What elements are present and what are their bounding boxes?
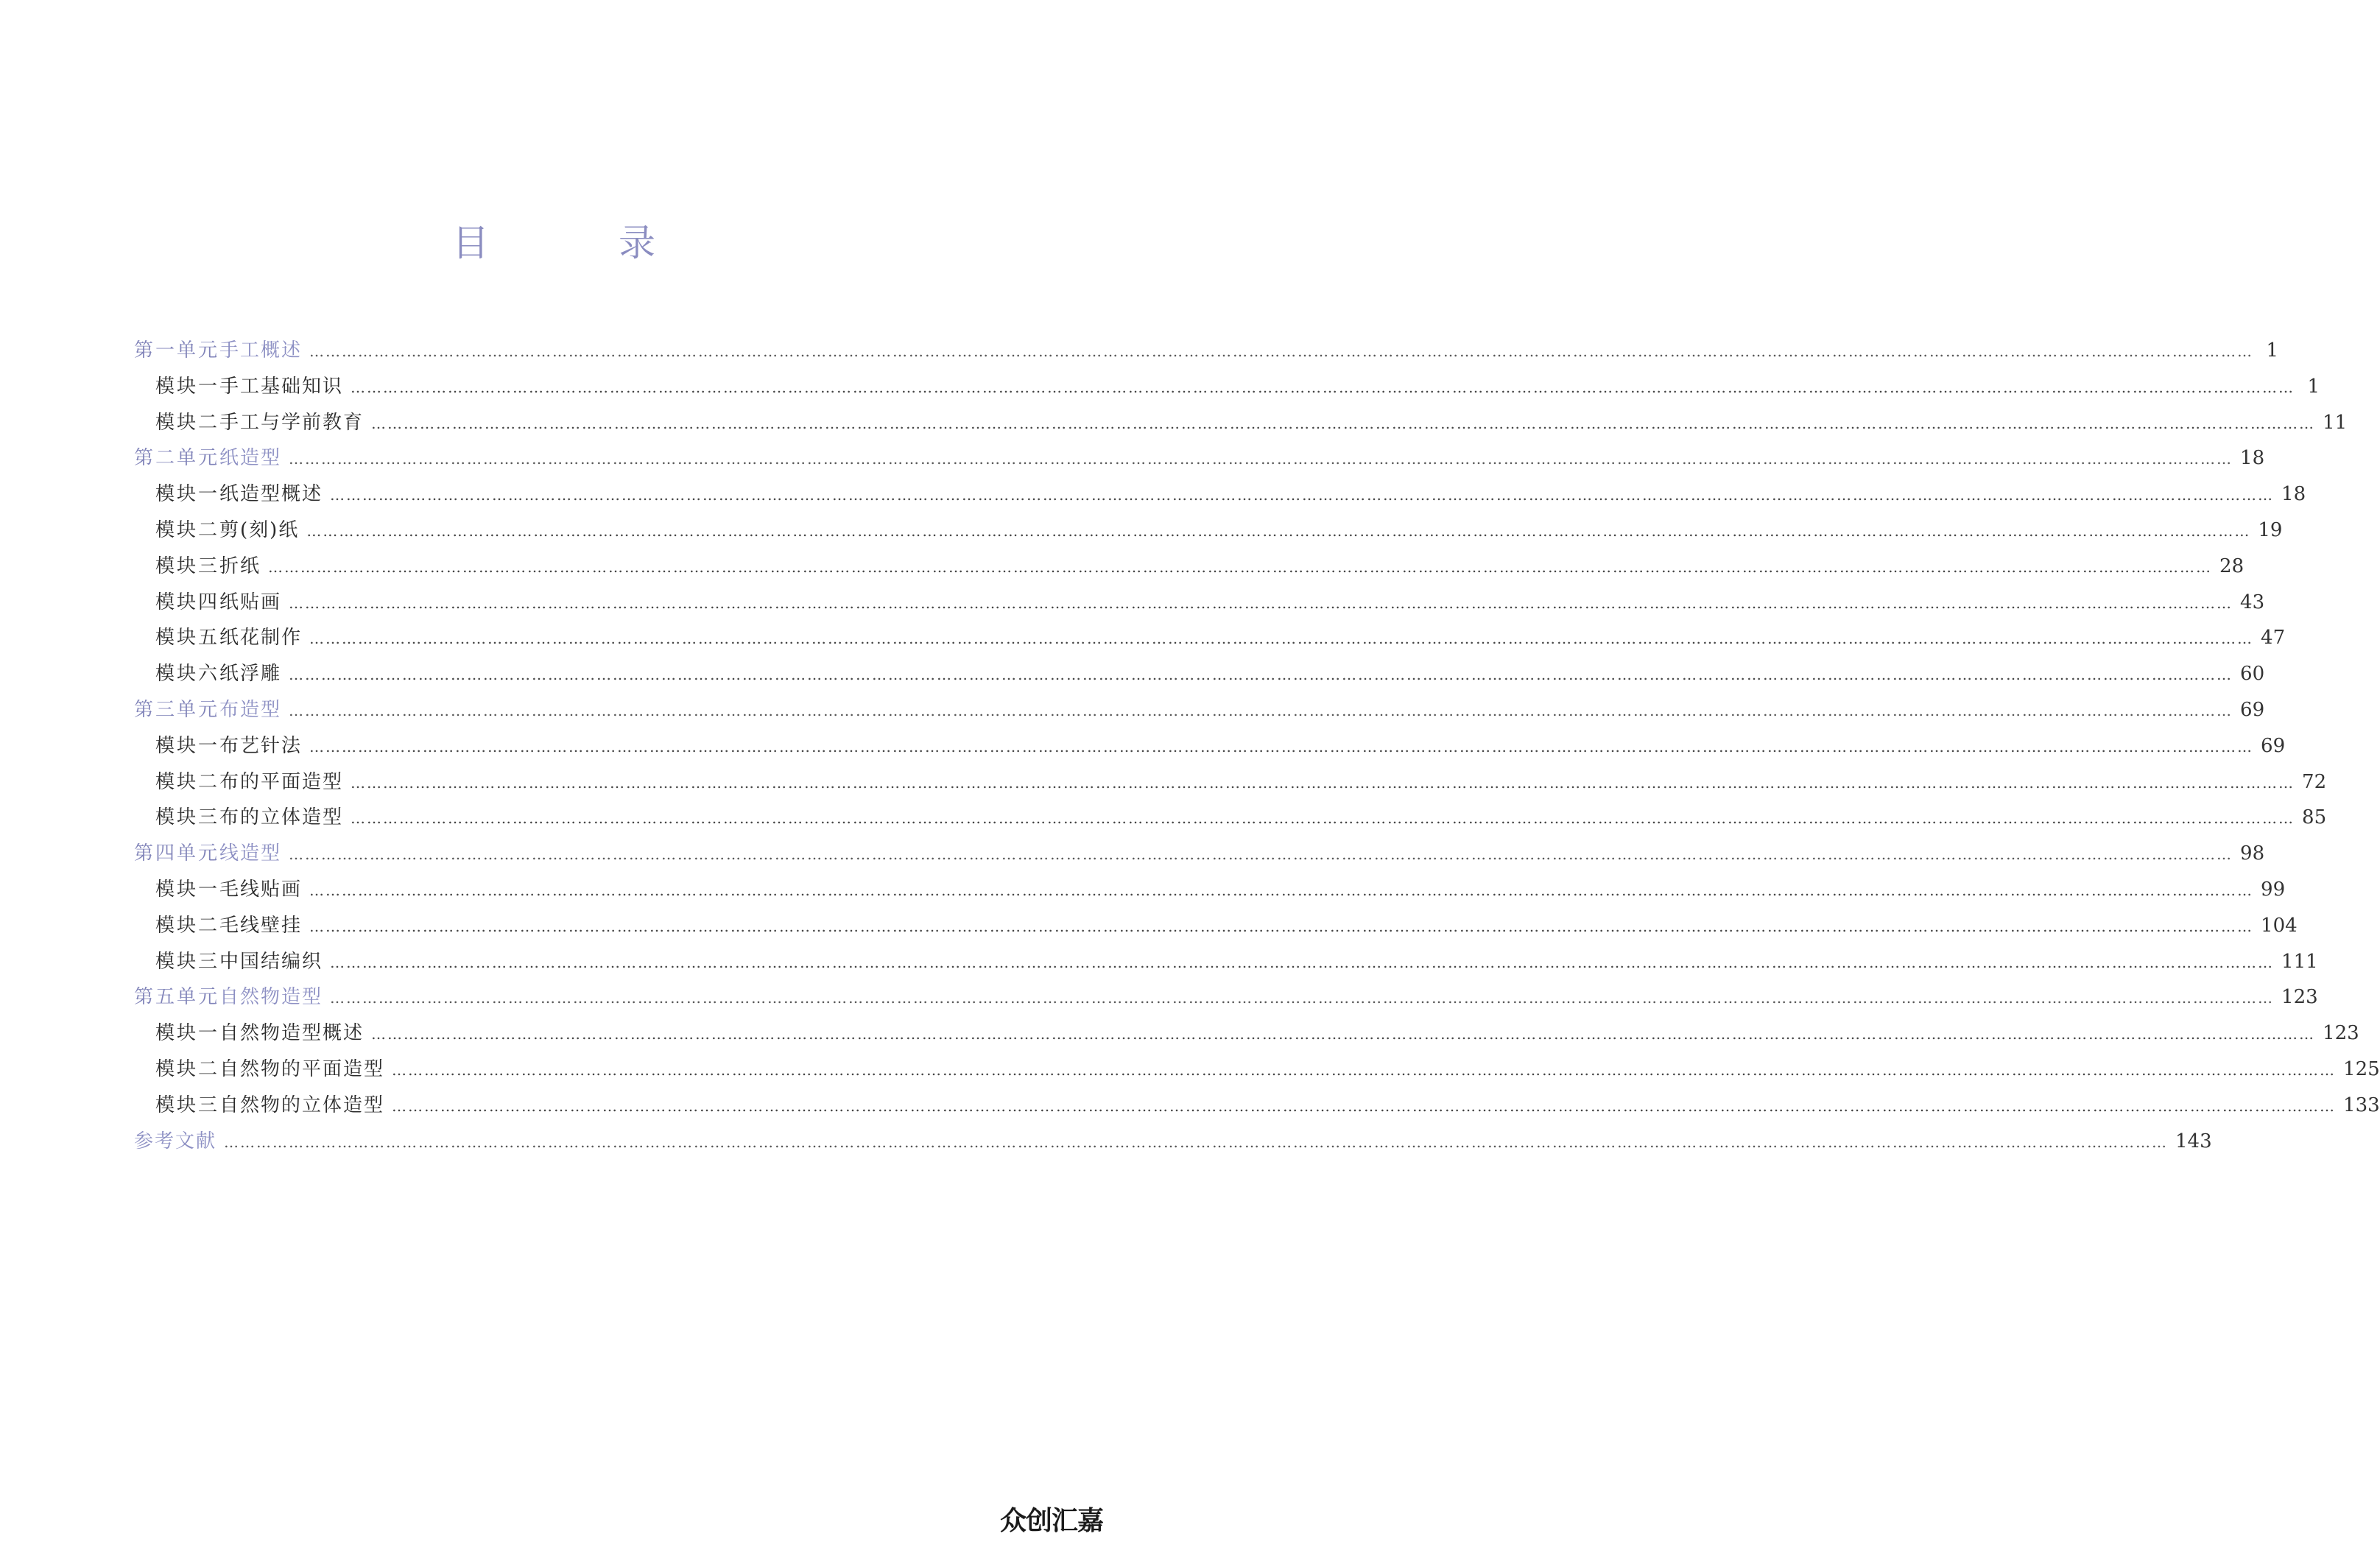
toc-entry-title: 自然物造型: [219, 986, 323, 1009]
toc-page-number: 11: [2323, 411, 2348, 434]
toc-entry-title: 自然物的平面造型: [219, 1057, 385, 1080]
toc-entry-label: 模块二: [155, 770, 220, 793]
toc-entry-title: 布造型: [219, 698, 282, 721]
toc-module-entry[interactable]: [134, 802, 2327, 838]
toc-module-entry[interactable]: [134, 874, 2286, 910]
toc-module-entry[interactable]: [134, 1090, 2380, 1126]
toc-entry-label: 模块一: [155, 375, 220, 398]
toc-unit-entry[interactable]: [134, 335, 2279, 371]
toc-entry-label: 模块二: [155, 1057, 220, 1080]
toc-leader-dots: ………………………………………………………………………………………………………………………………………………………………………………………………………………………………………………………………………………………………………………………………: [351, 809, 2295, 828]
toc-module-entry[interactable]: [134, 622, 2286, 658]
toc-entry-label: 第五单元: [134, 986, 220, 1009]
toc-entry-label: 第二单元: [134, 447, 220, 470]
toc-entry-title: 布艺针法: [219, 734, 303, 757]
toc-module-entry[interactable]: [134, 767, 2327, 803]
toc-page-number: 69: [2240, 698, 2265, 721]
toc-page-number: 28: [2219, 555, 2245, 577]
page-title: 目 录: [452, 222, 714, 264]
toc-leader-dots: ………………………………………………………………………………………………………………………………………………………………………………………………………………………………………………………………………………………………………………………………: [289, 845, 2233, 864]
toc-entry-label: 第三单元: [134, 698, 220, 721]
toc-page-number: 98: [2240, 842, 2265, 865]
watermark-logo: 众创汇嘉: [999, 1506, 1103, 1536]
toc-page-number: 123: [2281, 986, 2318, 1009]
toc-entry-label: 模块三: [155, 806, 220, 829]
toc-entry-title: 手工基础知识: [219, 375, 344, 398]
toc-leader-dots: ………………………………………………………………………………………………………………………………………………………………………………………………………………………………………………………………………………………………………………………………: [351, 773, 2295, 792]
toc-leader-dots: ………………………………………………………………………………………………………………………………………………………………………………………………………………………………………………………………………………………………………………………………: [309, 342, 2254, 360]
toc-entry-label: 模块二: [155, 411, 220, 434]
toc-page-number: 104: [2261, 914, 2298, 937]
toc-module-entry[interactable]: [134, 407, 2348, 443]
toc-page-number: 125: [2343, 1057, 2380, 1080]
toc-module-entry[interactable]: [134, 946, 2318, 982]
toc-entry-title: 手工与学前教育: [219, 411, 365, 434]
toc-page-number: 1: [2307, 375, 2320, 398]
toc-leader-dots: ………………………………………………………………………………………………………………………………………………………………………………………………………………………………………………………………………………………………………………………………: [309, 630, 2254, 648]
toc-leader-dots: ………………………………………………………………………………………………………………………………………………………………………………………………………………………………………………………………………………………………………………………………: [306, 521, 2251, 540]
toc-entry-title: 纸花制作: [219, 627, 303, 649]
toc-entry-label: 模块一: [155, 734, 220, 757]
toc-leader-dots: ………………………………………………………………………………………………………………………………………………………………………………………………………………………………………………………………………………………………………………………………: [392, 1096, 2337, 1115]
toc-entry-label: 模块四: [155, 591, 220, 613]
toc-page-number: 85: [2302, 806, 2327, 829]
toc-unit-entry[interactable]: [134, 1126, 2212, 1162]
toc-unit-entry[interactable]: [134, 694, 2265, 730]
toc-leader-dots: ………………………………………………………………………………………………………………………………………………………………………………………………………………………………………………………………………………………………………………………………: [309, 881, 2254, 899]
toc-page-number: 111: [2281, 950, 2318, 973]
toc-entry-label: 模块三: [155, 1094, 220, 1116]
toc-page-number: 1: [2266, 339, 2279, 362]
toc-entry-title: 手工概述: [219, 339, 303, 362]
toc-module-entry[interactable]: [134, 1054, 2380, 1090]
toc-entry-label: 模块三: [155, 950, 220, 973]
toc-entry-label: 模块六: [155, 663, 220, 686]
toc-module-entry[interactable]: [134, 658, 2265, 694]
toc-page-number: 69: [2261, 734, 2286, 757]
toc-page-number: 18: [2240, 447, 2265, 470]
toc-leader-dots: ………………………………………………………………………………………………………………………………………………………………………………………………………………………………………………………………………………………………………………………………: [289, 666, 2233, 684]
toc-entry-title: 自然物造型概述: [219, 1022, 365, 1045]
toc-entry-title: 中国结编织: [219, 950, 323, 973]
toc-unit-entry[interactable]: [134, 443, 2265, 479]
toc-entry-label: 模块一: [155, 878, 220, 901]
toc-module-entry[interactable]: [134, 910, 2298, 946]
toc-leader-dots: ………………………………………………………………………………………………………………………………………………………………………………………………………………………………………………………………………………………………………………………………: [309, 737, 2254, 756]
toc-module-entry[interactable]: [134, 1018, 2359, 1054]
toc-entry-label: 模块二: [155, 914, 220, 937]
toc-entry-title: 纸造型: [219, 447, 282, 470]
toc-page-number: 60: [2240, 663, 2265, 686]
toc-module-entry[interactable]: [134, 730, 2286, 767]
toc-page-number: 19: [2258, 518, 2283, 541]
toc-entry-title: 折纸: [219, 555, 261, 577]
toc-entry-label: 第四单元: [134, 842, 220, 865]
toc-unit-entry[interactable]: [134, 838, 2265, 874]
toc-leader-dots: ………………………………………………………………………………………………………………………………………………………………………………………………………………………………………………………………………………………………………………………………: [289, 450, 2233, 468]
toc-entry-label: 模块二: [155, 518, 220, 541]
toc-entry-title: 纸浮雕: [219, 663, 282, 686]
toc-page-number: 133: [2343, 1094, 2380, 1116]
toc-leader-dots: ………………………………………………………………………………………………………………………………………………………………………………………………………………………………………………………………………………………………………………………………: [392, 1060, 2337, 1079]
toc-page-number: 123: [2323, 1022, 2359, 1045]
toc-entry-title: 毛线贴画: [219, 878, 303, 901]
toc-page-number: 47: [2261, 627, 2286, 649]
toc-leader-dots: ………………………………………………………………………………………………………………………………………………………………………………………………………………………………………………………………………………………………………………………………: [330, 486, 2275, 504]
toc-entry-label: 第一单元: [134, 339, 220, 362]
toc-entry-title: 毛线壁挂: [219, 914, 303, 937]
toc-entry-title: 剪(刻)纸: [219, 518, 300, 541]
toc-module-entry[interactable]: [134, 551, 2245, 587]
toc-module-entry[interactable]: [134, 479, 2306, 515]
toc-leader-dots: ………………………………………………………………………………………………………………………………………………………………………………………………………………………………………………………………………………………………………………………………: [289, 701, 2233, 719]
toc-entry-label: 模块一: [155, 1022, 220, 1045]
toc-leader-dots: ………………………………………………………………………………………………………………………………………………………………………………………………………………………………………………………………………………………………………………………………: [371, 414, 2316, 432]
toc-entry-title: 线造型: [219, 842, 282, 865]
toc-page-number: 72: [2302, 770, 2327, 793]
toc-leader-dots: ………………………………………………………………………………………………………………………………………………………………………………………………………………………………………………………………………………………………………………………………: [309, 917, 2254, 935]
toc-entry-label: 模块三: [155, 555, 220, 577]
toc-module-entry[interactable]: [134, 515, 2283, 551]
toc-module-entry[interactable]: [134, 371, 2320, 407]
toc-leader-dots: ………………………………………………………………………………………………………………………………………………………………………………………………………………………………………………………………………………………………………………………………: [351, 378, 2295, 396]
toc-entry-title: 参考文献: [134, 1130, 217, 1152]
toc-entry-title: 纸贴画: [219, 591, 282, 613]
toc-page-number: 143: [2175, 1130, 2212, 1152]
table-of-contents: [134, 335, 2380, 1161]
toc-entry-label: 模块五: [155, 627, 220, 649]
toc-entry-title: 布的平面造型: [219, 770, 344, 793]
toc-page-number: 99: [2261, 878, 2286, 901]
toc-leader-dots: ………………………………………………………………………………………………………………………………………………………………………………………………………………………………………………………………………………………………………………………………: [268, 557, 2213, 576]
toc-leader-dots: ………………………………………………………………………………………………………………………………………………………………………………………………………………………………………………………………………………………………………………………………: [289, 594, 2233, 612]
toc-entry-title: 自然物的立体造型: [219, 1094, 385, 1116]
toc-leader-dots: ………………………………………………………………………………………………………………………………………………………………………………………………………………………………………………………………………………………………………………………………: [371, 1025, 2316, 1043]
toc-leader-dots: ………………………………………………………………………………………………………………………………………………………………………………………………………………………………………………………………………………………………………………………………: [330, 953, 2275, 971]
toc-page-number: 18: [2281, 483, 2306, 506]
toc-entry-title: 布的立体造型: [219, 806, 344, 829]
toc-leader-dots: ………………………………………………………………………………………………………………………………………………………………………………………………………………………………………………………………………………………………………………………………: [330, 989, 2275, 1007]
toc-leader-dots: ………………………………………………………………………………………………………………………………………………………………………………………………………………………………………………………………………………………………………………………………: [224, 1133, 2169, 1151]
toc-entry-label: 模块一: [155, 483, 220, 506]
toc-module-entry[interactable]: [134, 587, 2265, 623]
toc-entry-title: 纸造型概述: [219, 483, 323, 506]
toc-unit-entry[interactable]: [134, 982, 2318, 1018]
toc-page-number: 43: [2240, 591, 2265, 613]
